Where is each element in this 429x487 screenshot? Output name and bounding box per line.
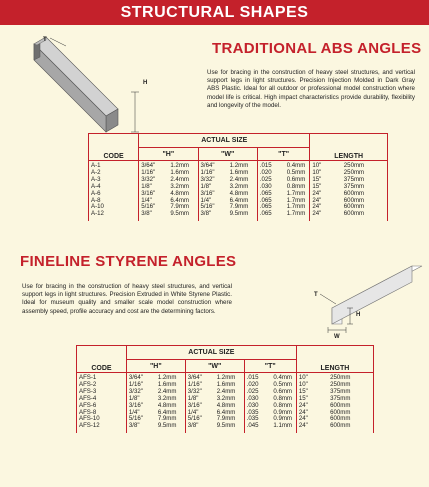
table-cell-h-in: 5/16" xyxy=(139,204,169,211)
table-cell-w-in: 5/16" xyxy=(198,204,228,211)
table-cell-h-mm: 2.4mm xyxy=(168,177,198,184)
table-cell-len-in: 10" xyxy=(296,382,328,389)
abs-section-title: TRADITIONAL ABS ANGLES xyxy=(212,40,422,57)
table-cell-h-in: 3/64" xyxy=(139,161,169,170)
table-cell-t-in: .025 xyxy=(257,177,284,184)
table-cell-len-mm: 600mm xyxy=(342,204,388,211)
table-cell-len-in: 15" xyxy=(296,396,328,403)
table-cell-w-mm: 2.4mm xyxy=(215,389,244,396)
table-cell-h-in: 1/16" xyxy=(139,170,169,177)
styrene-col-length: LENGTH xyxy=(296,346,373,373)
table-cell-w-in: 3/32" xyxy=(198,177,228,184)
table-cell-t-in: .020 xyxy=(257,170,284,177)
table-cell-h-mm: 4.8mm xyxy=(168,191,198,198)
table-cell-len-mm: 250mm xyxy=(342,170,388,177)
table-cell-h-mm: 6.4mm xyxy=(168,198,198,205)
table-cell-len-in: 24" xyxy=(296,410,328,417)
table-cell-w-mm: 9.5mm xyxy=(215,423,244,433)
table-cell-h-mm: 3.2mm xyxy=(168,184,198,191)
styrene-col-w: "W" xyxy=(185,360,244,373)
abs-col-h: "H" xyxy=(139,148,198,161)
table-cell-t-mm: 0.6mm xyxy=(285,177,310,184)
table-cell-len-in: 24" xyxy=(310,198,342,205)
styrene-t-label: T xyxy=(314,292,318,298)
styrene-h-label: H xyxy=(356,312,361,318)
table-cell-w-in: 3/32" xyxy=(185,389,214,396)
table-cell-h-mm: 3.2mm xyxy=(156,396,185,403)
table-cell-t-in: .030 xyxy=(257,184,284,191)
table-cell-code: AFS-12 xyxy=(77,423,127,433)
abs-col-t: "T" xyxy=(257,148,310,161)
abs-col-length: LENGTH xyxy=(310,134,388,161)
table-cell-t-in: .015 xyxy=(244,373,271,382)
table-cell-len-mm: 250mm xyxy=(342,161,388,170)
table-cell-t-in: .045 xyxy=(244,423,271,433)
table-cell-w-in: 1/16" xyxy=(185,382,214,389)
table-cell-h-in: 1/16" xyxy=(126,382,155,389)
table-cell-t-mm: 1.7mm xyxy=(285,191,310,198)
table-cell-t-mm: 1.7mm xyxy=(285,211,310,221)
abs-t-label: T xyxy=(43,37,47,43)
table-cell-code: AFS-3 xyxy=(77,389,127,396)
table-cell-code: AFS-2 xyxy=(77,382,127,389)
table-cell-len-in: 24" xyxy=(296,423,328,433)
table-cell-len-in: 10" xyxy=(310,170,342,177)
table-cell-w-mm: 6.4mm xyxy=(228,198,258,205)
table-cell-h-mm: 9.5mm xyxy=(168,211,198,221)
table-cell-len-in: 24" xyxy=(296,416,328,423)
table-cell-w-mm: 4.8mm xyxy=(228,191,258,198)
table-cell-len-in: 24" xyxy=(310,211,342,221)
table-cell-w-mm: 7.9mm xyxy=(228,204,258,211)
table-cell-code: A-8 xyxy=(89,198,139,205)
table-cell-t-mm: 0.8mm xyxy=(271,396,296,403)
table-cell-w-mm: 3.2mm xyxy=(215,396,244,403)
table-cell-h-mm: 1.6mm xyxy=(156,382,185,389)
table-cell-w-in: 3/16" xyxy=(185,403,214,410)
table-cell-w-mm: 1.6mm xyxy=(215,382,244,389)
table-cell-t-mm: 0.5mm xyxy=(285,170,310,177)
table-cell-h-in: 5/16" xyxy=(126,416,155,423)
table-cell-t-in: .025 xyxy=(244,389,271,396)
styrene-col-t: "T" xyxy=(244,360,296,373)
table-cell-h-mm: 6.4mm xyxy=(156,410,185,417)
table-cell-h-in: 3/64" xyxy=(126,373,155,382)
table-cell-code: A-10 xyxy=(89,204,139,211)
table-cell-len-mm: 600mm xyxy=(328,410,373,417)
table-cell-len-in: 24" xyxy=(310,191,342,198)
table-cell-h-in: 3/8" xyxy=(139,211,169,221)
table-cell-h-mm: 1.2mm xyxy=(156,373,185,382)
table-cell-h-in: 3/8" xyxy=(126,423,155,433)
table-cell-h-in: 3/16" xyxy=(139,191,169,198)
page-header: STRUCTURAL SHAPES xyxy=(0,0,429,25)
table-cell-w-in: 3/16" xyxy=(198,191,228,198)
table-cell-len-in: 10" xyxy=(296,373,328,382)
table-cell-t-mm: 0.5mm xyxy=(271,382,296,389)
table-cell-w-in: 1/8" xyxy=(198,184,228,191)
table-cell-t-mm: 0.9mm xyxy=(271,416,296,423)
table-cell-h-in: 1/4" xyxy=(126,410,155,417)
abs-description: Use for bracing in the construction of heavy steel structures, and vertical support legs in light structures. Precision Injection Molded in Dark Gray ABS Plastic. Ideal for all outdoor or professional model construction where model life is critical. High impact characteristics provide durability, flexibility and longevity of the model. xyxy=(207,69,415,109)
table-cell-len-mm: 375mm xyxy=(342,184,388,191)
table-cell-t-in: .030 xyxy=(244,396,271,403)
table-cell-w-mm: 3.2mm xyxy=(228,184,258,191)
table-cell-w-mm: 1.2mm xyxy=(228,161,258,170)
styrene-table-body xyxy=(77,373,374,434)
table-cell-w-mm: 2.4mm xyxy=(228,177,258,184)
table-cell-code: A-12 xyxy=(89,211,139,221)
table-cell-w-in: 3/64" xyxy=(185,373,214,382)
table-cell-len-in: 24" xyxy=(310,204,342,211)
table-cell-t-in: .035 xyxy=(244,410,271,417)
table-cell-w-in: 1/16" xyxy=(198,170,228,177)
table-cell-w-mm: 1.6mm xyxy=(228,170,258,177)
table-cell-len-mm: 250mm xyxy=(328,382,373,389)
table-cell-code: A-6 xyxy=(89,191,139,198)
styrene-section-title: FINELINE STYRENE ANGLES xyxy=(20,253,237,270)
styrene-col-code: CODE xyxy=(77,346,127,373)
table-cell-len-mm: 600mm xyxy=(342,211,388,221)
table-cell-w-in: 5/16" xyxy=(185,416,214,423)
table-cell-code: A-4 xyxy=(89,184,139,191)
table-cell-len-mm: 600mm xyxy=(342,191,388,198)
table-cell-t-mm: 1.1mm xyxy=(271,423,296,433)
table-cell-t-in: .030 xyxy=(244,403,271,410)
table-cell-t-mm: 0.6mm xyxy=(271,389,296,396)
table-cell-w-in: 3/8" xyxy=(198,211,228,221)
table-cell-h-in: 3/16" xyxy=(126,403,155,410)
abs-spec-table xyxy=(88,133,388,221)
table-cell-h-mm: 1.2mm xyxy=(168,161,198,170)
table-cell-len-mm: 600mm xyxy=(328,423,373,433)
table-cell-h-in: 3/32" xyxy=(139,177,169,184)
table-cell-w-mm: 9.5mm xyxy=(228,211,258,221)
table-cell-h-mm: 9.5mm xyxy=(156,423,185,433)
table-cell-len-in: 15" xyxy=(310,177,342,184)
table-cell-t-in: .065 xyxy=(257,204,284,211)
table-cell-h-mm: 2.4mm xyxy=(156,389,185,396)
table-cell-w-in: 1/4" xyxy=(198,198,228,205)
table-cell-code: A-1 xyxy=(89,161,139,170)
table-cell-len-mm: 250mm xyxy=(328,373,373,382)
table-cell-len-in: 24" xyxy=(296,403,328,410)
styrene-description: Use for bracing in the construction of heavy steel structures, and vertical support legs in light structures. Precision Extruded in White Styrene Plastic. Ideal for museum quality and smaller scale model construction where assembly speed, profile accuracy and cost are the determining factors. xyxy=(22,283,232,315)
table-cell-len-mm: 600mm xyxy=(328,416,373,423)
table-cell-w-in: 1/8" xyxy=(185,396,214,403)
table-cell-h-mm: 7.9mm xyxy=(168,204,198,211)
abs-actual-size-header: ACTUAL SIZE xyxy=(139,134,310,148)
table-cell-h-mm: 1.6mm xyxy=(168,170,198,177)
abs-table-body xyxy=(89,161,388,222)
table-cell-code: AFS-6 xyxy=(77,403,127,410)
table-cell-t-mm: 0.4mm xyxy=(271,373,296,382)
table-cell-code: A-3 xyxy=(89,177,139,184)
table-cell-code: AFS-8 xyxy=(77,410,127,417)
table-cell-t-in: .035 xyxy=(244,416,271,423)
styrene-col-h: "H" xyxy=(126,360,185,373)
table-cell-len-mm: 600mm xyxy=(328,403,373,410)
table-cell-t-mm: 1.7mm xyxy=(285,198,310,205)
styrene-angle-diagram xyxy=(300,264,428,340)
styrene-actual-size-header: ACTUAL SIZE xyxy=(126,346,296,360)
table-cell-t-mm: 0.9mm xyxy=(271,410,296,417)
table-cell-len-in: 15" xyxy=(310,184,342,191)
table-cell-t-in: .015 xyxy=(257,161,284,170)
table-cell-len-mm: 375mm xyxy=(342,177,388,184)
table-cell-t-mm: 1.7mm xyxy=(285,204,310,211)
table-cell-len-mm: 375mm xyxy=(328,396,373,403)
table-cell-t-mm: 0.4mm xyxy=(285,161,310,170)
table-cell-w-in: 3/8" xyxy=(185,423,214,433)
abs-angle-diagram xyxy=(10,32,175,142)
table-cell-h-in: 1/8" xyxy=(126,396,155,403)
table-cell-len-mm: 600mm xyxy=(342,198,388,205)
abs-col-code: CODE xyxy=(89,134,139,161)
table-cell-len-in: 10" xyxy=(310,161,342,170)
table-cell-t-mm: 0.8mm xyxy=(271,403,296,410)
table-cell-w-mm: 7.9mm xyxy=(215,416,244,423)
table-cell-h-in: 1/8" xyxy=(139,184,169,191)
table-cell-h-in: 3/32" xyxy=(126,389,155,396)
table-cell-w-mm: 6.4mm xyxy=(215,410,244,417)
table-cell-len-mm: 375mm xyxy=(328,389,373,396)
styrene-spec-table xyxy=(76,345,374,433)
table-cell-t-mm: 0.8mm xyxy=(285,184,310,191)
table-cell-h-in: 1/4" xyxy=(139,198,169,205)
table-cell-w-in: 3/64" xyxy=(198,161,228,170)
table-cell-h-mm: 4.8mm xyxy=(156,403,185,410)
table-cell-w-mm: 4.8mm xyxy=(215,403,244,410)
table-cell-t-in: .020 xyxy=(244,382,271,389)
table-cell-h-mm: 7.9mm xyxy=(156,416,185,423)
table-cell-t-in: .065 xyxy=(257,198,284,205)
table-cell-w-in: 1/4" xyxy=(185,410,214,417)
table-cell-w-mm: 1.2mm xyxy=(215,373,244,382)
table-row xyxy=(77,423,374,433)
table-cell-code: A-2 xyxy=(89,170,139,177)
table-cell-code: AFS-10 xyxy=(77,416,127,423)
table-cell-t-in: .065 xyxy=(257,191,284,198)
styrene-w-label: W xyxy=(334,334,340,340)
table-row xyxy=(89,211,388,221)
table-cell-code: AFS-1 xyxy=(77,373,127,382)
abs-h-label: H xyxy=(143,80,148,86)
table-cell-t-in: .065 xyxy=(257,211,284,221)
abs-col-w: "W" xyxy=(198,148,257,161)
table-cell-len-in: 15" xyxy=(296,389,328,396)
table-cell-code: AFS-4 xyxy=(77,396,127,403)
